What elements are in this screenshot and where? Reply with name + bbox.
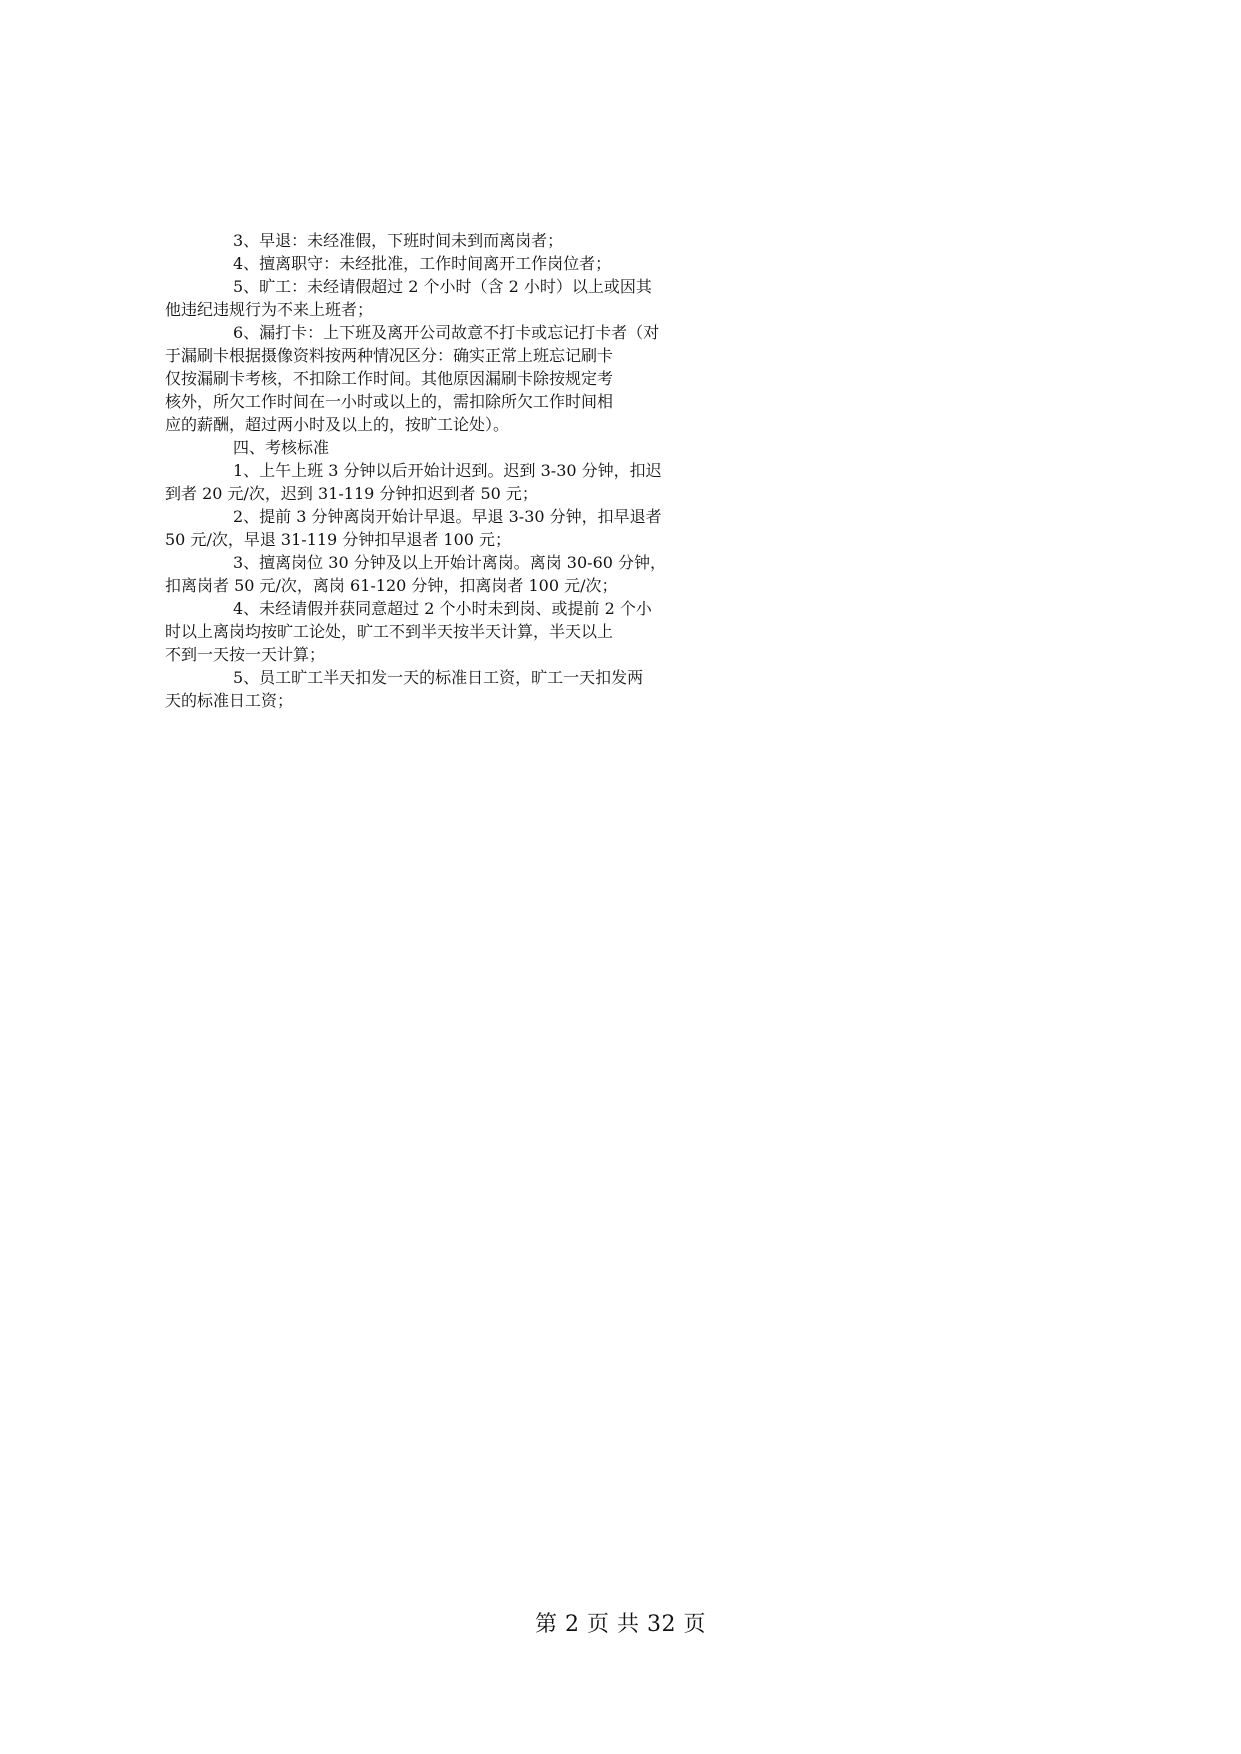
text-line: 天的标准日工资； xyxy=(165,691,294,710)
text-line: 扣离岗者 50 元/次，离岗 61-120 分钟，扣离岗者 100 元/次； xyxy=(165,576,618,595)
text-line: 于漏刷卡根据摄像资料按两种情况区分：确实正常上班忘记刷卡 xyxy=(165,346,614,365)
text-line: 他违纪违规行为不来上班者； xyxy=(165,300,374,319)
text-line: 4、擅离职守：未经批准，工作时间离开工作岗位者； xyxy=(233,254,612,273)
text-line: 到者 20 元/次，迟到 31-119 分钟扣迟到者 50 元； xyxy=(165,484,538,503)
text-line: 仅按漏刷卡考核，不扣除工作时间。其他原因漏刷卡除按规定考 xyxy=(165,369,614,388)
page-number-footer: 第 2 页 共 32 页 xyxy=(535,1612,706,1637)
text-line: 6、漏打卡：上下班及离开公司故意不打卡或忘记打卡者（对 xyxy=(233,323,660,342)
text-line: 不到一天按一天计算； xyxy=(165,645,326,664)
text-line: 核外，所欠工作时间在一小时或以上的，需扣除所欠工作时间相 xyxy=(165,392,614,411)
text-line: 50 元/次，早退 31-119 分钟扣早退者 100 元； xyxy=(165,530,512,549)
section-heading: 四、考核标准 xyxy=(233,438,330,457)
text-line: 3、早退：未经准假，下班时间未到而离岗者； xyxy=(233,231,564,250)
document-body xyxy=(165,228,1085,711)
text-line: 2、提前 3 分钟离岗开始计早退。早退 3-30 分钟，扣早退者 xyxy=(233,507,662,526)
text-line: 1、上午上班 3 分钟以后开始计迟到。迟到 3-30 分钟，扣迟 xyxy=(233,461,662,480)
text-line: 4、未经请假并获同意超过 2 个小时未到岗、或提前 2 个小 xyxy=(233,599,652,618)
text-line: 时以上离岗均按旷工论处，旷工不到半天按半天计算，半天以上 xyxy=(165,622,614,641)
text-line: 5、员工旷工半天扣发一天的标准日工资，旷工一天扣发两 xyxy=(233,668,644,687)
text-line: 3、擅离岗位 30 分钟及以上开始计离岗。离岗 30-60 分钟， xyxy=(233,553,667,572)
text-line: 5、旷工：未经请假超过 2 个小时（含 2 小时）以上或因其 xyxy=(233,277,652,296)
text-line: 应的薪酬，超过两小时及以上的，按旷工论处）。 xyxy=(165,415,510,434)
